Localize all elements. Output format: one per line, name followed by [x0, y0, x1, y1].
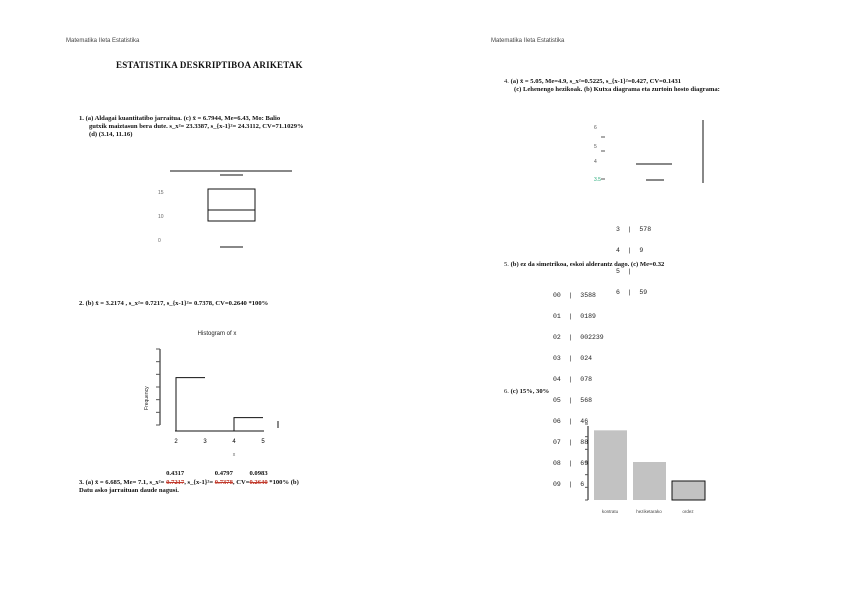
x-tick-3: 3 [203, 439, 207, 445]
axis-tick: 10 [158, 214, 164, 220]
bar-kontratu [594, 430, 627, 500]
q4-line1: (a) x̄ = 5.05, Me=4.9, s_x²=0.5225, s_{x-1}²=0.427, CV=0.1431 [510, 78, 682, 85]
bar-heziketarako [633, 462, 666, 500]
bar-label-ordez: ordez [682, 509, 694, 514]
question-number: 3. [79, 479, 84, 486]
q3-old-1: 0.7217 [166, 479, 185, 486]
x-tick-4: 4 [232, 439, 236, 445]
question-1 [79, 115, 339, 139]
question-5 [504, 261, 664, 269]
histogram-bar-2-3 [176, 378, 205, 431]
question-number: 1. [79, 115, 84, 122]
q3-mid: , s_{x-1}²= [184, 479, 214, 486]
page-header-right: Matematika IIeta Estatistika [491, 38, 565, 44]
question-6 [504, 388, 549, 396]
stem-leaf-row: 08 | 69 [553, 460, 589, 467]
stem-leaf-row: 6 | 59 [616, 289, 648, 296]
y-ticks [156, 349, 160, 425]
q1-line3: (d) (3.14, 11.16) [89, 131, 133, 138]
axis-tick: 4 [594, 159, 597, 165]
box [208, 189, 255, 221]
question-number: 2. [79, 300, 84, 307]
q3-correction-2: 0.4797 [214, 470, 233, 477]
q4-line2: (c) Lehenengo hezikoak. (b) Kutxa diagrama eta zurtoin hosto diagrama: [514, 86, 720, 93]
stem-leaf-row: 04 | 078 [553, 376, 593, 383]
stem-leaf-row: 5 | [616, 268, 632, 275]
stem-leaf-row: 3 | 578 [616, 226, 652, 233]
axis-tick: 3.5 [594, 177, 601, 183]
question-4 [504, 78, 720, 94]
question-number: 6. [504, 388, 509, 395]
question-2 [79, 300, 268, 308]
x-tick-5: 5 [261, 439, 265, 445]
stem-leaf-q4 [616, 212, 651, 303]
stem-leaf-row: 05 | 568 [553, 397, 593, 404]
stem-leaf-row: 09 | 6 [553, 481, 585, 488]
q6-line1: (c) 15%, 30% [510, 388, 550, 395]
stem-leaf-row: 01 | 0189 [553, 313, 596, 320]
axis-tick: 6 [594, 125, 597, 131]
bar-chart-q6 [570, 418, 720, 518]
bar-label-heziketarako: heziketarako [636, 509, 662, 514]
q2-text: (b) x̄ = 3.2174 , s_x²= 0.7217, s_{x-1}²= 0.7378, CV=0.2640 *100% [85, 300, 269, 307]
question-3 [79, 470, 379, 495]
x-tick-2: 2 [174, 439, 178, 445]
q3-old-3: 0.2640 [249, 479, 268, 486]
axis-tick: 0 [158, 238, 161, 244]
stem-leaf-row: 02 | 002239 [553, 334, 604, 341]
axis-tick: 15 [158, 190, 164, 196]
q3-line2: Datu asko jarraituan daude nagusi. [79, 487, 179, 494]
q3-old-2: 0.7378 [214, 479, 233, 486]
bar-ordez [672, 481, 705, 500]
q1-line2: gutxik maiztasun bera dute. s_x²= 23.3387, s_{x-1}²= 24.3112, CV=71.1029% [89, 123, 304, 130]
histogram-bars [176, 378, 263, 431]
q3-tail: *100% (b) [267, 479, 299, 486]
bar-label-kontratu: kontratu [601, 509, 619, 514]
q3-correction-3: 0.0983 [249, 470, 268, 477]
q3-correction-1: 0.4317 [166, 470, 185, 477]
stem-leaf-row: 03 | 024 [553, 355, 593, 362]
stem-leaf-row: 06 | 46 [553, 418, 589, 425]
page-title: ESTATISTIKA DESKRIPTIBOA ARIKETAK [116, 60, 303, 70]
x-axis-label: x [232, 452, 236, 458]
axis-tick: 5 [594, 144, 597, 150]
q3-prefix: (a) x̄ = 6.685, Me= 7.1, s_x²= [85, 479, 165, 486]
y-axis-label: Frequency [144, 386, 150, 410]
histogram-bar-4-5 [234, 418, 263, 431]
stem-leaf-row: 4 | 9 [616, 247, 644, 254]
boxplot-q4 [590, 118, 710, 188]
q3-cv: , CV= [232, 479, 250, 486]
stem-leaf-row: 07 | 88 [553, 439, 589, 446]
q1-line1: (a) Aldagai kuantitatibo jarraitua. (c) x̄ = 6.7944, Me=6.43, Mo: Balio [85, 115, 281, 122]
histogram-chart [140, 325, 290, 460]
question-number: 5. [504, 261, 509, 268]
boxplot-q1 [150, 165, 300, 255]
q5-line1: (b) ez da simetrikoa, eskoi alderantz dago. (c) Me=0.32 [510, 261, 665, 268]
chart-title: Histogram of x [197, 331, 237, 337]
question-number: 4. [504, 78, 509, 85]
stem-leaf-row: 00 | 3588 [553, 292, 596, 299]
bars [594, 430, 705, 500]
page-header-left: Matematika IIeta Estatistika [66, 38, 140, 44]
